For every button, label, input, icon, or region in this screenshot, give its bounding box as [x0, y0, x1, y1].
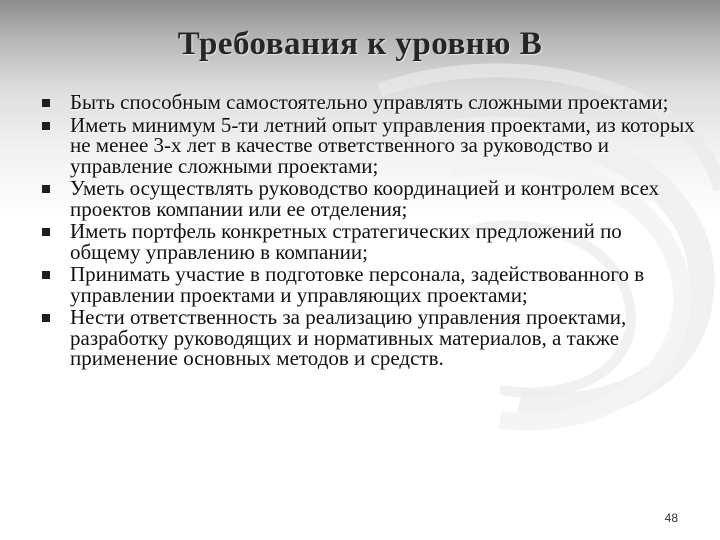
bullet-text: Уметь осуществлять руководство координацией и контролем всех проектов компании или ее отделения; — [70, 176, 660, 221]
square-bullet-icon — [42, 314, 50, 322]
slide-title: Требования к уровню B — [177, 26, 543, 62]
page-number: 48 — [664, 511, 678, 525]
square-bullet-icon — [42, 228, 50, 236]
bullet-text: Иметь минимум 5-ти летний опыт управления проектами, из которых не менее 3-х лет в качестве ответственного за руководство и управление сложными проектами; — [70, 112, 695, 178]
bullet-text: Быть способным самостоятельно управлять сложными проектами; — [70, 90, 669, 114]
bullet-item — [36, 221, 696, 262]
bullet-item — [36, 307, 696, 369]
square-bullet-icon — [42, 185, 50, 193]
bullet-text: Принимать участие в подготовке персонала, задействованного в управлении проектами и управляющих проектами; — [70, 262, 645, 307]
square-bullet-icon — [42, 99, 50, 107]
bullet-item — [36, 112, 696, 178]
bullet-text: Иметь портфель конкретных стратегических предложений по общему управлению в компании; — [70, 219, 622, 264]
bullet-text: Нести ответственность за реализацию управления проектами, разработку руководящих и нормативных материалов, а также применение основных методов и средств. — [70, 305, 627, 370]
bullet-item — [36, 92, 696, 113]
square-bullet-icon — [42, 122, 50, 130]
bullet-list — [36, 92, 696, 371]
bullet-item — [36, 264, 696, 305]
bullet-item — [36, 178, 696, 219]
square-bullet-icon — [42, 271, 50, 279]
